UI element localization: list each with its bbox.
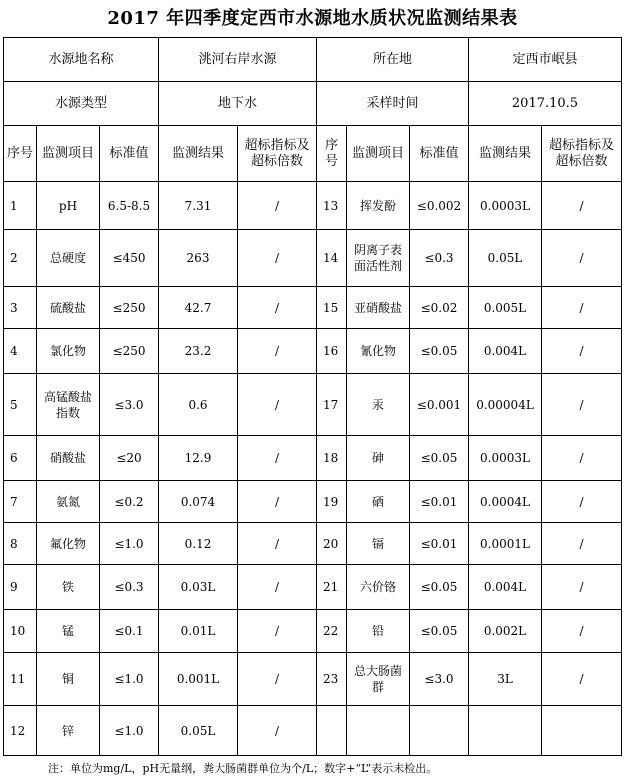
row-seq: 1 <box>4 182 37 230</box>
source-type-label: 水源类型 <box>4 82 159 126</box>
row-exceed: / <box>542 565 622 610</box>
info-row-source <box>4 38 622 82</box>
header-seq: 序号 <box>317 126 347 182</box>
row-item: 铁 <box>37 565 100 610</box>
table-row <box>4 230 622 287</box>
row-result: 0.004L <box>469 329 542 374</box>
row-item: 亚硝酸盐 <box>347 287 410 329</box>
row-exceed: / <box>238 565 317 610</box>
row-result: 0.12 <box>159 523 238 565</box>
table-row <box>4 610 622 653</box>
row-exceed: / <box>238 706 317 756</box>
row-result: 23.2 <box>159 329 238 374</box>
row-standard: ≤1.0 <box>100 653 159 706</box>
source-name-value: 洮河右岸水源 <box>159 38 317 82</box>
row-seq: 21 <box>317 565 347 610</box>
row-item: 氰化物 <box>347 329 410 374</box>
row-item: 高锰酸盐指数 <box>37 374 100 436</box>
row-standard: ≤1.0 <box>100 706 159 756</box>
table-row <box>4 481 622 523</box>
row-seq: 10 <box>4 610 37 653</box>
row-exceed: / <box>238 329 317 374</box>
row-exceed: / <box>542 287 622 329</box>
row-standard: ≤0.05 <box>410 436 469 481</box>
row-item: 氨氮 <box>37 481 100 523</box>
header-standard: 标准值 <box>410 126 469 182</box>
table-row <box>4 523 622 565</box>
row-exceed: / <box>542 230 622 287</box>
row-seq: 8 <box>4 523 37 565</box>
row-exceed: / <box>542 523 622 565</box>
row-seq: 23 <box>317 653 347 706</box>
row-exceed: / <box>238 436 317 481</box>
row-seq: 7 <box>4 481 37 523</box>
row-result: 0.0001L <box>469 523 542 565</box>
row-item: 硒 <box>347 481 410 523</box>
row-exceed: / <box>542 481 622 523</box>
row-seq: 14 <box>317 230 347 287</box>
row-standard: ≤20 <box>100 436 159 481</box>
row-item: 氟化物 <box>37 523 100 565</box>
row-result: 12.9 <box>159 436 238 481</box>
row-exceed: / <box>542 182 622 230</box>
row-standard: ≤1.0 <box>100 523 159 565</box>
table-row <box>4 182 622 230</box>
header-exceed: 超标指标及超标倍数 <box>542 126 622 182</box>
row-result: 3L <box>469 653 542 706</box>
row-result <box>469 706 542 756</box>
row-result: 263 <box>159 230 238 287</box>
table-row <box>4 565 622 610</box>
row-standard: ≤450 <box>100 230 159 287</box>
header-item: 监测项目 <box>347 126 410 182</box>
row-result: 0.05L <box>159 706 238 756</box>
row-seq: 16 <box>317 329 347 374</box>
row-exceed: / <box>542 329 622 374</box>
row-result: 0.002L <box>469 610 542 653</box>
row-item: 阴离子表面活性剂 <box>347 230 410 287</box>
header-result: 监测结果 <box>159 126 238 182</box>
row-exceed: / <box>238 653 317 706</box>
row-standard: ≤0.01 <box>410 523 469 565</box>
row-standard: ≤0.3 <box>410 230 469 287</box>
row-item: 六价铬 <box>347 565 410 610</box>
row-standard: ≤0.05 <box>410 610 469 653</box>
header-item: 监测项目 <box>37 126 100 182</box>
row-exceed: / <box>238 182 317 230</box>
row-seq: 11 <box>4 653 37 706</box>
row-seq: 5 <box>4 374 37 436</box>
row-exceed: / <box>542 610 622 653</box>
row-item: 硝酸盐 <box>37 436 100 481</box>
row-seq: 3 <box>4 287 37 329</box>
row-seq: 2 <box>4 230 37 287</box>
row-standard: ≤0.01 <box>410 481 469 523</box>
row-standard: 6.5-8.5 <box>100 182 159 230</box>
row-item: 硫酸盐 <box>37 287 100 329</box>
row-exceed: / <box>542 436 622 481</box>
row-seq: 4 <box>4 329 37 374</box>
row-seq: 20 <box>317 523 347 565</box>
row-exceed: / <box>238 481 317 523</box>
row-seq: 12 <box>4 706 37 756</box>
row-exceed: / <box>238 523 317 565</box>
row-seq: 15 <box>317 287 347 329</box>
header-standard: 标准值 <box>100 126 159 182</box>
row-standard: ≤0.002 <box>410 182 469 230</box>
table-row <box>4 706 622 756</box>
row-item: 氯化物 <box>37 329 100 374</box>
header-result: 监测结果 <box>469 126 542 182</box>
table-row <box>4 436 622 481</box>
table-row <box>4 329 622 374</box>
row-item: 总大肠菌群 <box>347 653 410 706</box>
row-item: 汞 <box>347 374 410 436</box>
row-result: 0.005L <box>469 287 542 329</box>
header-seq: 序号 <box>4 126 37 182</box>
row-result: 0.074 <box>159 481 238 523</box>
results-table <box>3 37 622 756</box>
location-label: 所在地 <box>317 38 469 82</box>
source-name-label: 水源地名称 <box>4 38 159 82</box>
header-row <box>4 126 622 182</box>
location-value: 定西市岷县 <box>469 38 622 82</box>
row-seq <box>317 706 347 756</box>
row-result: 0.0004L <box>469 481 542 523</box>
page-title: 2017 年四季度定西市水源地水质状况监测结果表 <box>107 8 518 29</box>
row-exceed: / <box>238 610 317 653</box>
row-exceed: / <box>542 653 622 706</box>
row-standard: ≤0.02 <box>410 287 469 329</box>
row-item: 砷 <box>347 436 410 481</box>
row-result: 0.00004L <box>469 374 542 436</box>
row-seq: 18 <box>317 436 347 481</box>
header-exceed: 超标指标及超标倍数 <box>238 126 317 182</box>
row-item: 铅 <box>347 610 410 653</box>
row-result: 0.6 <box>159 374 238 436</box>
row-standard: ≤250 <box>100 329 159 374</box>
row-result: 0.004L <box>469 565 542 610</box>
row-seq: 22 <box>317 610 347 653</box>
row-item: 镉 <box>347 523 410 565</box>
row-seq: 6 <box>4 436 37 481</box>
row-exceed: / <box>238 230 317 287</box>
row-item: 锌 <box>37 706 100 756</box>
row-standard: ≤0.001 <box>410 374 469 436</box>
row-exceed: / <box>542 374 622 436</box>
row-standard: ≤0.1 <box>100 610 159 653</box>
row-standard: ≤3.0 <box>410 653 469 706</box>
row-exceed: / <box>238 287 317 329</box>
row-seq: 13 <box>317 182 347 230</box>
row-standard: ≤0.05 <box>410 329 469 374</box>
row-seq: 19 <box>317 481 347 523</box>
row-result: 7.31 <box>159 182 238 230</box>
row-result: 0.03L <box>159 565 238 610</box>
row-item <box>347 706 410 756</box>
table-row <box>4 653 622 706</box>
row-standard: ≤0.05 <box>410 565 469 610</box>
row-item: 挥发酚 <box>347 182 410 230</box>
row-result: 0.001L <box>159 653 238 706</box>
footnote: 注：单位为mg/L，pH无量纲，粪大肠菌群单位为个/L；数字+“L”表示未检出。 <box>48 762 438 775</box>
row-standard: ≤250 <box>100 287 159 329</box>
row-standard: ≤3.0 <box>100 374 159 436</box>
row-item: 锰 <box>37 610 100 653</box>
row-result: 0.05L <box>469 230 542 287</box>
data-rows <box>4 182 622 756</box>
row-item: 铜 <box>37 653 100 706</box>
info-row-type <box>4 82 622 126</box>
row-result: 0.0003L <box>469 436 542 481</box>
row-exceed: / <box>238 374 317 436</box>
row-item: pH <box>37 182 100 230</box>
sample-time-label: 采样时间 <box>317 82 469 126</box>
table-row <box>4 287 622 329</box>
source-type-value: 地下水 <box>159 82 317 126</box>
row-result: 42.7 <box>159 287 238 329</box>
sample-time-value: 2017.10.5 <box>469 82 622 126</box>
row-seq: 9 <box>4 565 37 610</box>
table-row <box>4 374 622 436</box>
row-exceed <box>542 706 622 756</box>
row-standard <box>410 706 469 756</box>
row-item: 总硬度 <box>37 230 100 287</box>
row-result: 0.01L <box>159 610 238 653</box>
row-standard: ≤0.2 <box>100 481 159 523</box>
row-result: 0.0003L <box>469 182 542 230</box>
row-standard: ≤0.3 <box>100 565 159 610</box>
row-seq: 17 <box>317 374 347 436</box>
